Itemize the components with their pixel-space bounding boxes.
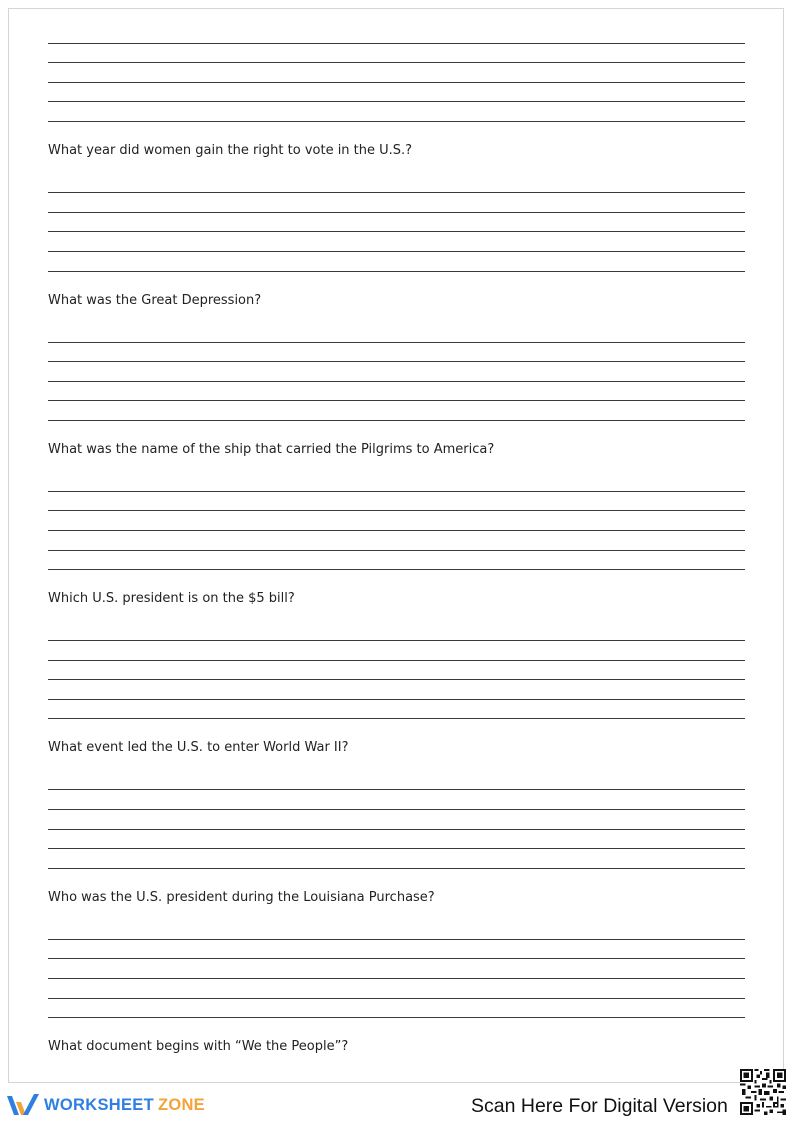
answer-line (48, 958, 745, 959)
scan-caption: Scan Here For Digital Version (471, 1095, 728, 1117)
answer-line (48, 342, 745, 343)
answer-line (48, 829, 745, 830)
answer-line (48, 679, 745, 680)
answer-line (48, 718, 745, 719)
answer-line (48, 251, 745, 252)
answer-line (48, 510, 745, 511)
answer-line (48, 1017, 745, 1018)
answer-line (48, 381, 745, 382)
question-text: What was the Great Depression? (48, 293, 262, 308)
answer-line (48, 101, 745, 102)
page-border (8, 8, 784, 1083)
question-text: Which U.S. president is on the $5 bill? (48, 591, 295, 606)
question-text: Who was the U.S. president during the Louisiana Purchase? (48, 890, 435, 905)
question-text: What event led the U.S. to enter World War II? (48, 740, 349, 755)
brand-word-zone: ZONE (157, 1096, 205, 1114)
answer-line (48, 868, 745, 869)
answer-line (48, 699, 745, 700)
answer-line (48, 82, 745, 83)
answer-line (48, 848, 745, 849)
answer-line (48, 569, 745, 570)
brand-name (44, 1092, 205, 1118)
question-text: What document begins with “We the People”? (48, 1039, 349, 1054)
question-text: What was the name of the ship that carried the Pilgrims to America? (48, 442, 495, 457)
answer-line (48, 400, 745, 401)
answer-line (48, 998, 745, 999)
worksheetzone-logo-icon (6, 1092, 40, 1118)
brand-word-worksheet: WORKSHEET (44, 1096, 154, 1114)
answer-line (48, 660, 745, 661)
answer-line (48, 530, 745, 531)
answer-line (48, 550, 745, 551)
answer-line (48, 121, 745, 122)
answer-line (48, 271, 745, 272)
answer-line (48, 43, 745, 44)
worksheetzone-logo[interactable] (6, 1092, 205, 1118)
answer-line (48, 62, 745, 63)
answer-line (48, 809, 745, 810)
answer-line (48, 231, 745, 232)
answer-line (48, 491, 745, 492)
answer-line (48, 939, 745, 940)
answer-line (48, 978, 745, 979)
answer-line (48, 640, 745, 641)
answer-line (48, 212, 745, 213)
answer-line (48, 192, 745, 193)
question-text: What year did women gain the right to vote in the U.S.? (48, 143, 413, 158)
answer-line (48, 420, 745, 421)
answer-line (48, 789, 745, 790)
answer-line (48, 361, 745, 362)
qr-code-icon[interactable] (740, 1069, 786, 1115)
